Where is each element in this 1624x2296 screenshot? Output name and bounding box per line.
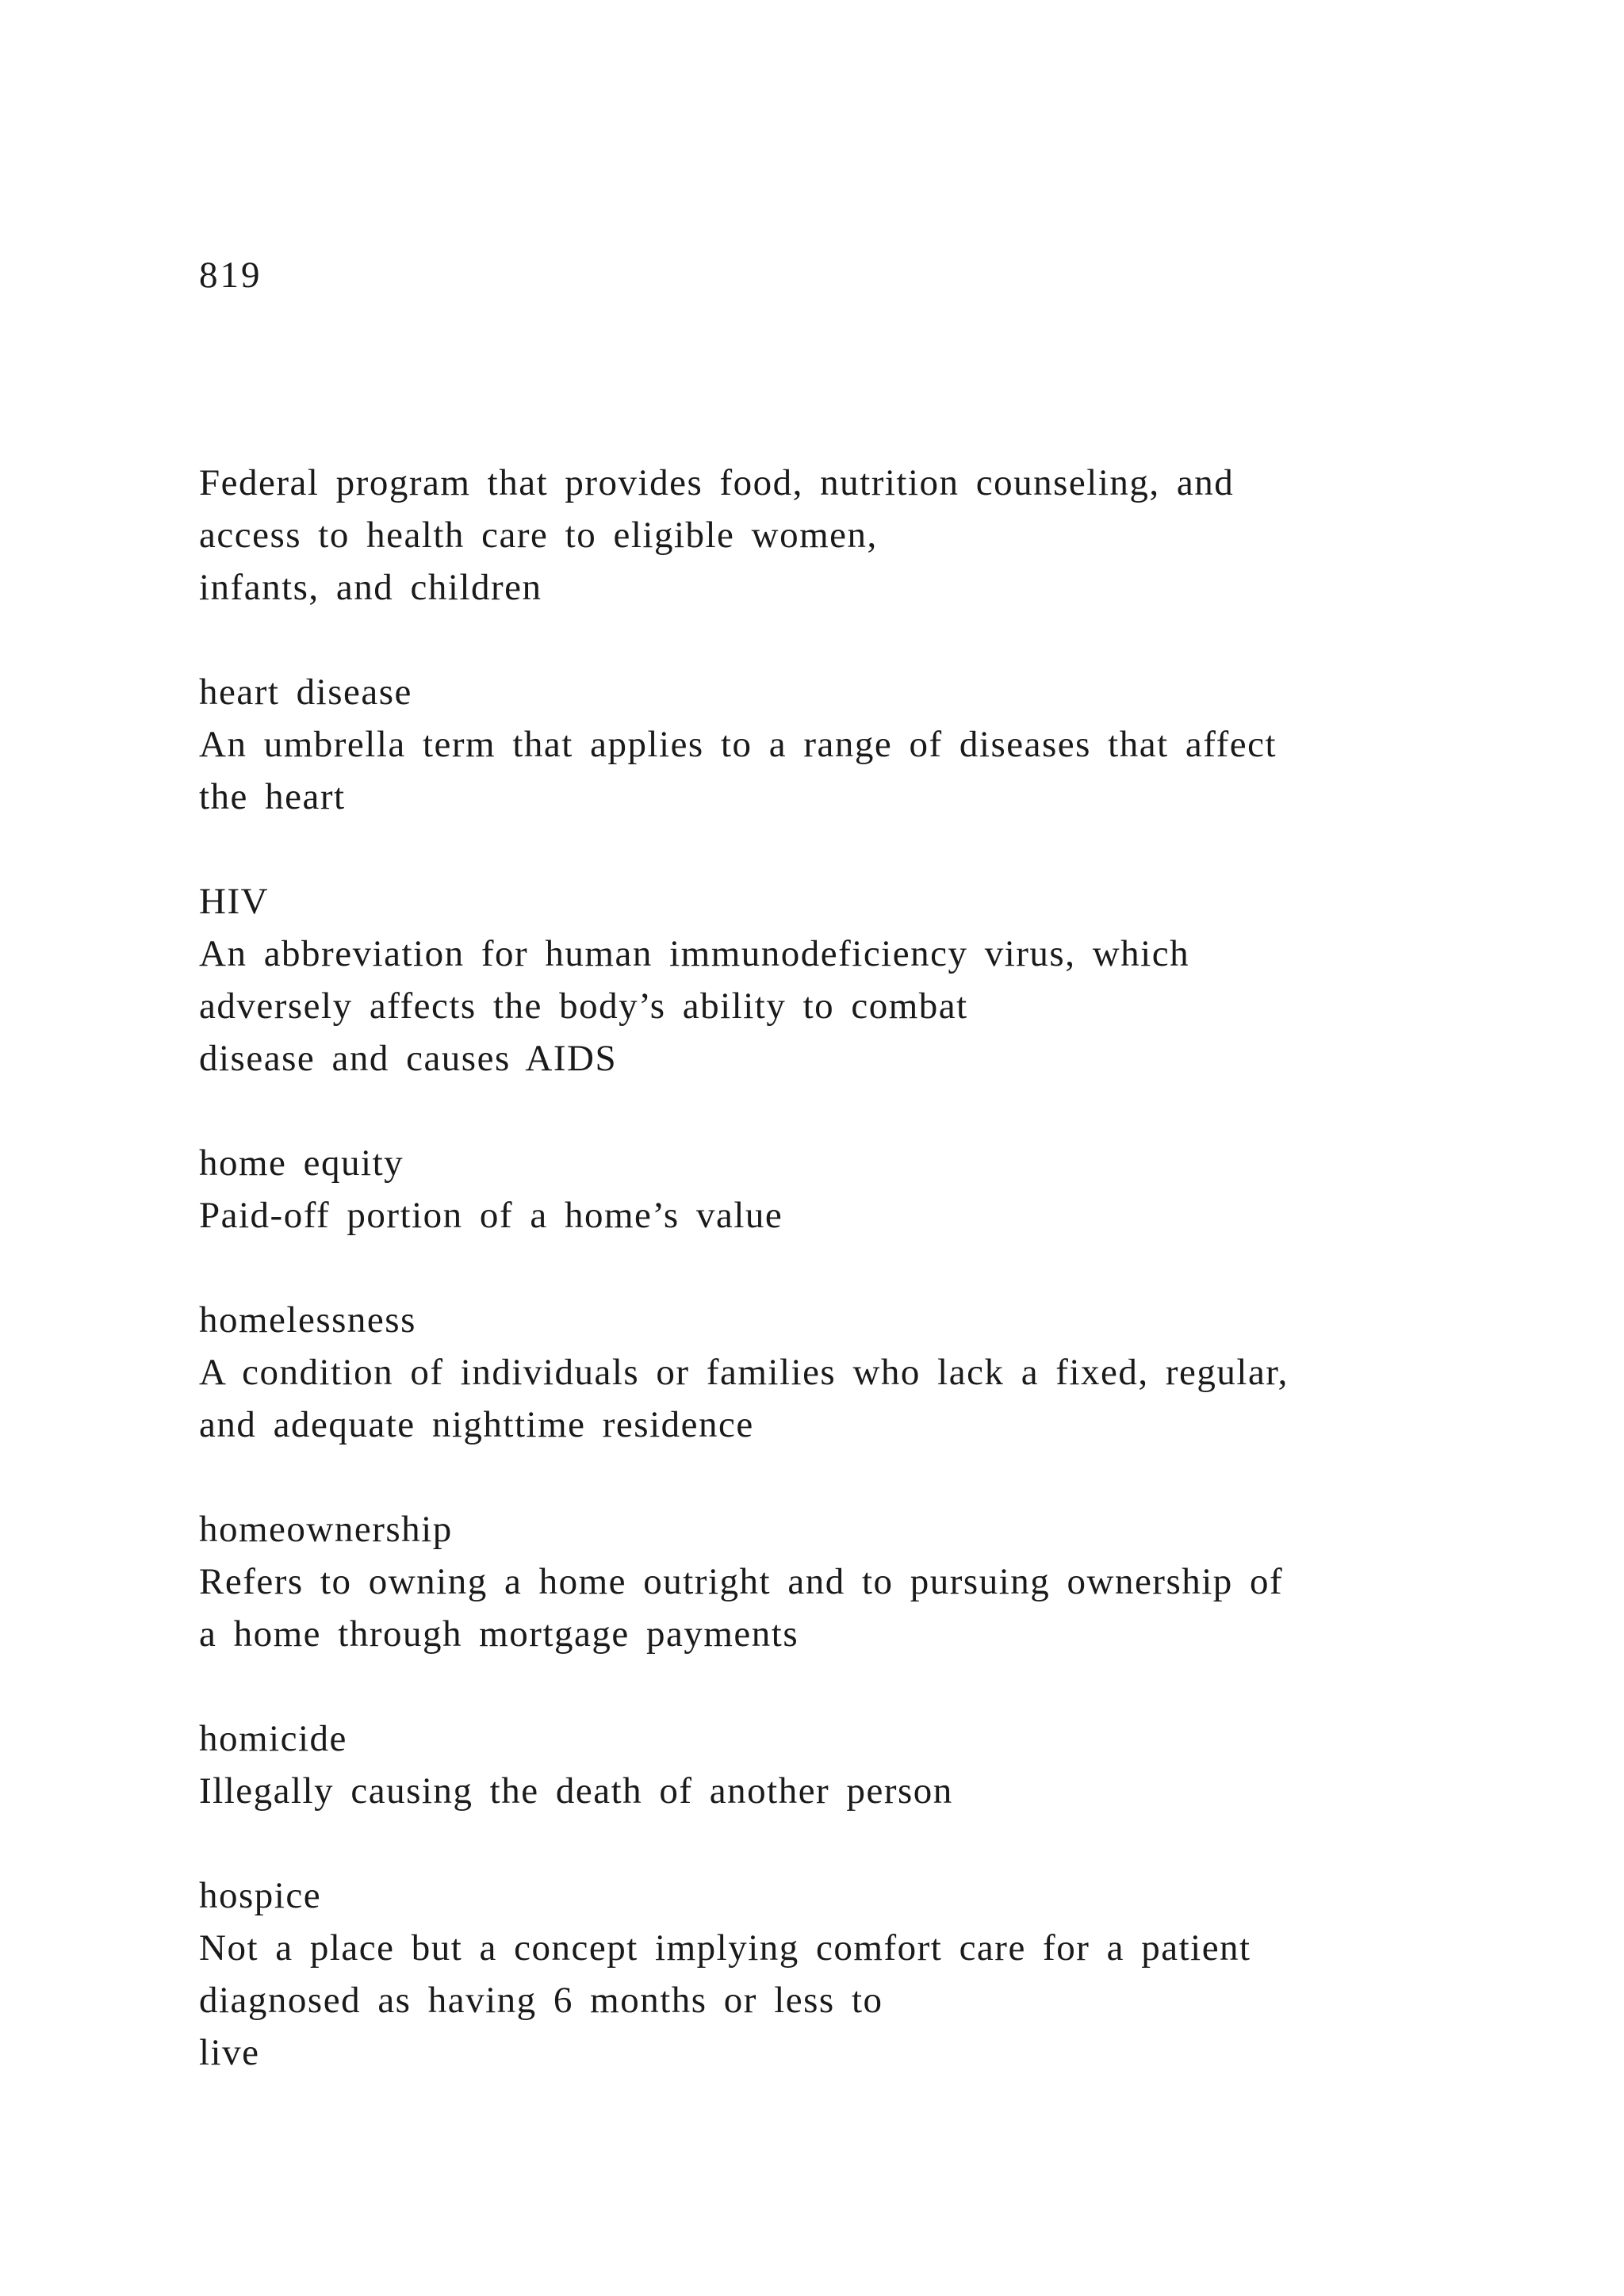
- glossary-entry: [199, 1137, 1484, 1242]
- glossary-term: heart disease: [199, 672, 412, 713]
- page-number: 819: [199, 254, 262, 296]
- definition-line: A condition of individuals or families who lack a fixed, regular,: [199, 1352, 1289, 1393]
- glossary-entry: [199, 1869, 1484, 2079]
- definition-line: infants, and children: [199, 567, 542, 608]
- entry-spacer: [199, 1242, 1484, 1294]
- definition-line: access to health care to eligible women,: [199, 515, 878, 556]
- definition-line: Federal program that provides food, nutrition counseling, and: [199, 462, 1235, 503]
- definition-line: diagnosed as having 6 months or less to: [199, 1980, 883, 2021]
- glossary-term: homelessness: [199, 1299, 416, 1341]
- glossary-entry: [199, 1503, 1484, 1660]
- definition-line: a home through mortgage payments: [199, 1613, 799, 1655]
- entry-spacer: [199, 823, 1484, 875]
- definition-line: An umbrella term that applies to a range of diseases that affect: [199, 724, 1277, 765]
- glossary-entry: [199, 1294, 1484, 1451]
- definition-line: Refers to owning a home outright and to pursuing ownership of: [199, 1561, 1284, 1602]
- glossary-entry: [199, 457, 1484, 614]
- definition-line: live: [199, 2032, 260, 2073]
- entry-spacer: [199, 1817, 1484, 1869]
- definition-line: Illegally causing the death of another person: [199, 1770, 953, 1812]
- definition-line: disease and causes AIDS: [199, 1038, 618, 1079]
- entry-spacer: [199, 1660, 1484, 1712]
- glossary-content: [199, 457, 1484, 2079]
- glossary-term: homeownership: [199, 1509, 453, 1550]
- entry-spacer: [199, 1451, 1484, 1503]
- glossary-term: homicide: [199, 1718, 347, 1759]
- glossary-term: hospice: [199, 1875, 322, 1916]
- definition-line: Not a place but a concept implying comfort care for a patient: [199, 1927, 1251, 1969]
- definition-line: adversely affects the body’s ability to combat: [199, 985, 968, 1027]
- definition-line: the heart: [199, 776, 346, 817]
- definition-line: Paid-off portion of a home’s value: [199, 1195, 783, 1236]
- glossary-term: home equity: [199, 1142, 404, 1184]
- glossary-entry: [199, 1712, 1484, 1817]
- glossary-entry: [199, 666, 1484, 823]
- glossary-entry: [199, 875, 1484, 1085]
- entry-spacer: [199, 614, 1484, 666]
- entry-spacer: [199, 1085, 1484, 1137]
- definition-line: and adequate nighttime residence: [199, 1404, 754, 1445]
- glossary-term: HIV: [199, 881, 270, 922]
- definition-line: An abbreviation for human immunodeficiency virus, which: [199, 933, 1190, 974]
